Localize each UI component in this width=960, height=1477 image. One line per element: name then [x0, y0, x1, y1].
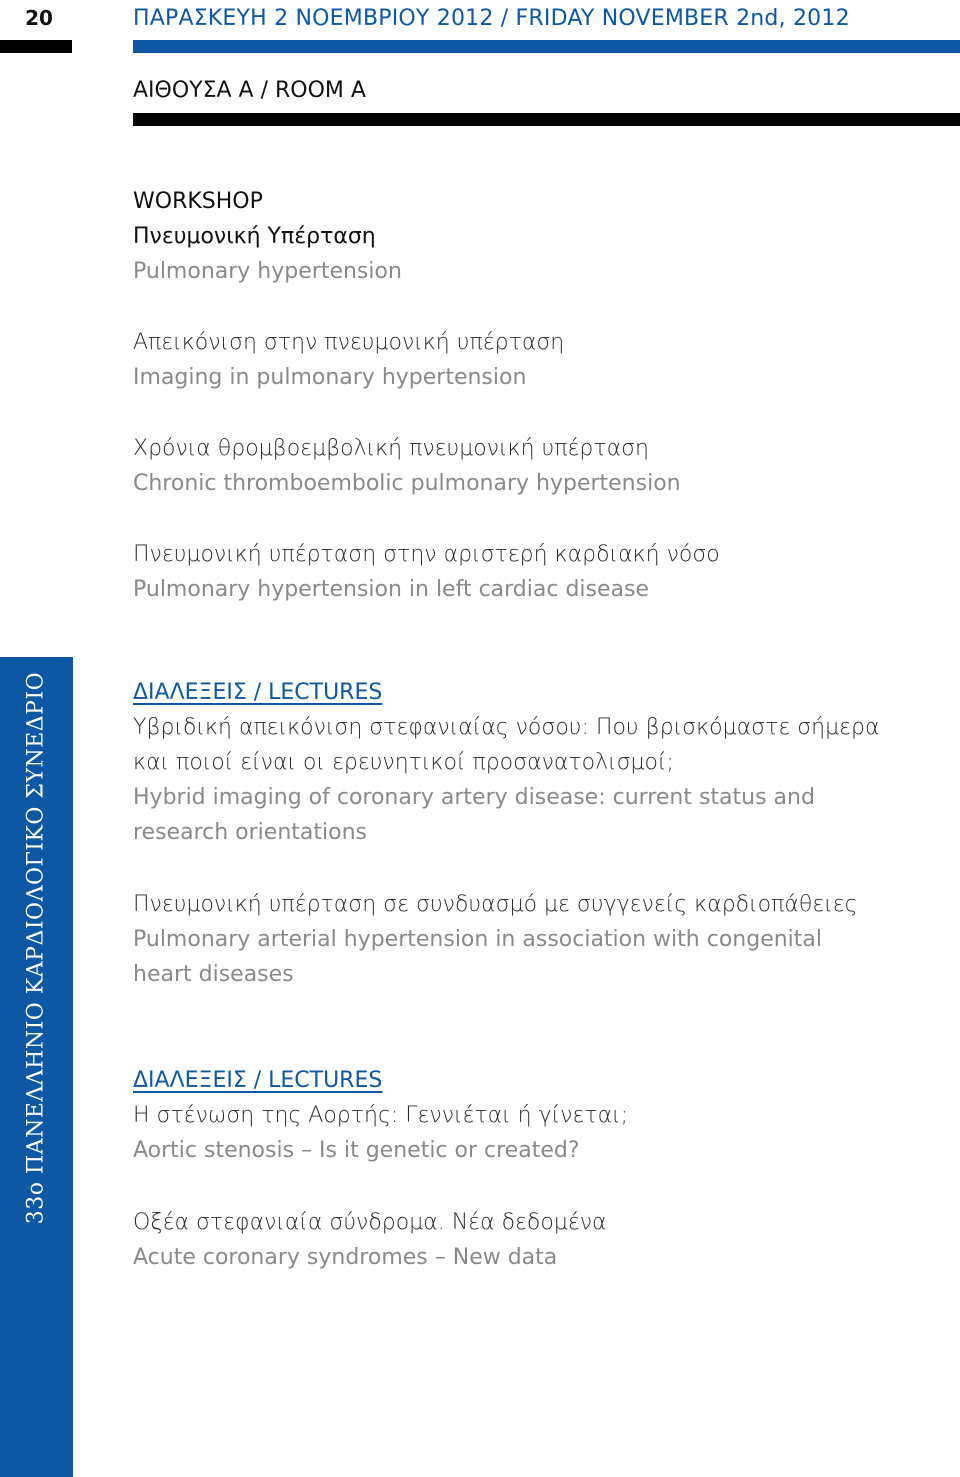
talk-title-greek: Πνευμονική υπέρταση σε συνδυασμό με συγγενείς καρδιοπάθειες [133, 892, 858, 917]
workshop-title-greek: Πνευμονική Υπέρταση [133, 224, 376, 249]
program-content [133, 184, 933, 1275]
workshop-label: WORKSHOP [133, 189, 263, 214]
lectures-section [133, 675, 933, 992]
room-heading: ΑΙΘΟΥΣΑ Α / ROOM A [133, 78, 366, 103]
talk-title-greek: Οξέα στεφανιαία σύνδρομα. Νέα δεδομένα [133, 1210, 607, 1235]
talk-title-greek: Υβριδική απεικόνιση στεφανιαίας νόσου: Που βρισκόμαστε σήμερα [133, 715, 880, 740]
talk-title-english: Hybrid imaging of coronary artery disease: current status and [133, 785, 815, 810]
header-rule-main [133, 40, 960, 53]
talk-title-english: Imaging in pulmonary hypertension [133, 365, 527, 390]
talk-title-greek: και ποιοί είναι οι ερευνητικοί προσανατολισμοί; [133, 750, 674, 775]
lectures-section [133, 1063, 933, 1275]
lectures-heading: ΔΙΑΛΕΞΕΙΣ / LECTURES [133, 1068, 383, 1093]
congress-sidebar-label: 33ο ΠΑΝΕΛΛΗΝΙΟ ΚΑΡΔΙΟΛΟΓΙΚΟ ΣΥΝΕΔΡΙΟ [23, 671, 49, 1225]
talk-title-english: Pulmonary hypertension in left cardiac disease [133, 577, 650, 602]
lecture-talk [133, 1205, 933, 1275]
talk-title-english: Pulmonary arterial hypertension in association with congenital [133, 927, 823, 952]
page-number: 20 [25, 6, 53, 30]
talk-title-english: heart diseases [133, 962, 294, 987]
talk-title-greek: Χρόνια θρομβοεμβολική πνευμονική υπέρταση [133, 436, 649, 461]
lecture-talk [133, 887, 933, 992]
date-heading: ΠΑΡΑΣΚΕΥΗ 2 ΝΟΕΜΒΡΙΟΥ 2012 / FRIDAY NOVEMBER 2nd, 2012 [133, 6, 850, 31]
workshop-talk [133, 325, 933, 395]
talk-title-greek: Η στένωση της Αορτής: Γεννιέται ή γίνεται; [133, 1103, 629, 1128]
header-rule-left [0, 40, 72, 53]
workshop-talk [133, 537, 933, 607]
talk-title-english: Aortic stenosis – Is it genetic or created? [133, 1138, 580, 1163]
talk-title-greek: Απεικόνιση στην πνευμονική υπέρταση [133, 330, 565, 355]
lectures-heading: ΔΙΑΛΕΞΕΙΣ / LECTURES [133, 680, 383, 705]
workshop-block [133, 184, 933, 607]
lecture-talk [133, 710, 933, 850]
lecture-talk [133, 1098, 933, 1168]
talk-title-english: research orientations [133, 820, 367, 845]
talk-title-english: Acute coronary syndromes – New data [133, 1245, 558, 1270]
talk-title-english: Chronic thromboembolic pulmonary hypertension [133, 471, 681, 496]
room-rule [133, 113, 960, 126]
workshop-title-english: Pulmonary hypertension [133, 259, 402, 284]
talk-title-greek: Πνευμονική υπέρταση στην αριστερή καρδιακή νόσο [133, 542, 720, 567]
workshop-talk [133, 431, 933, 501]
